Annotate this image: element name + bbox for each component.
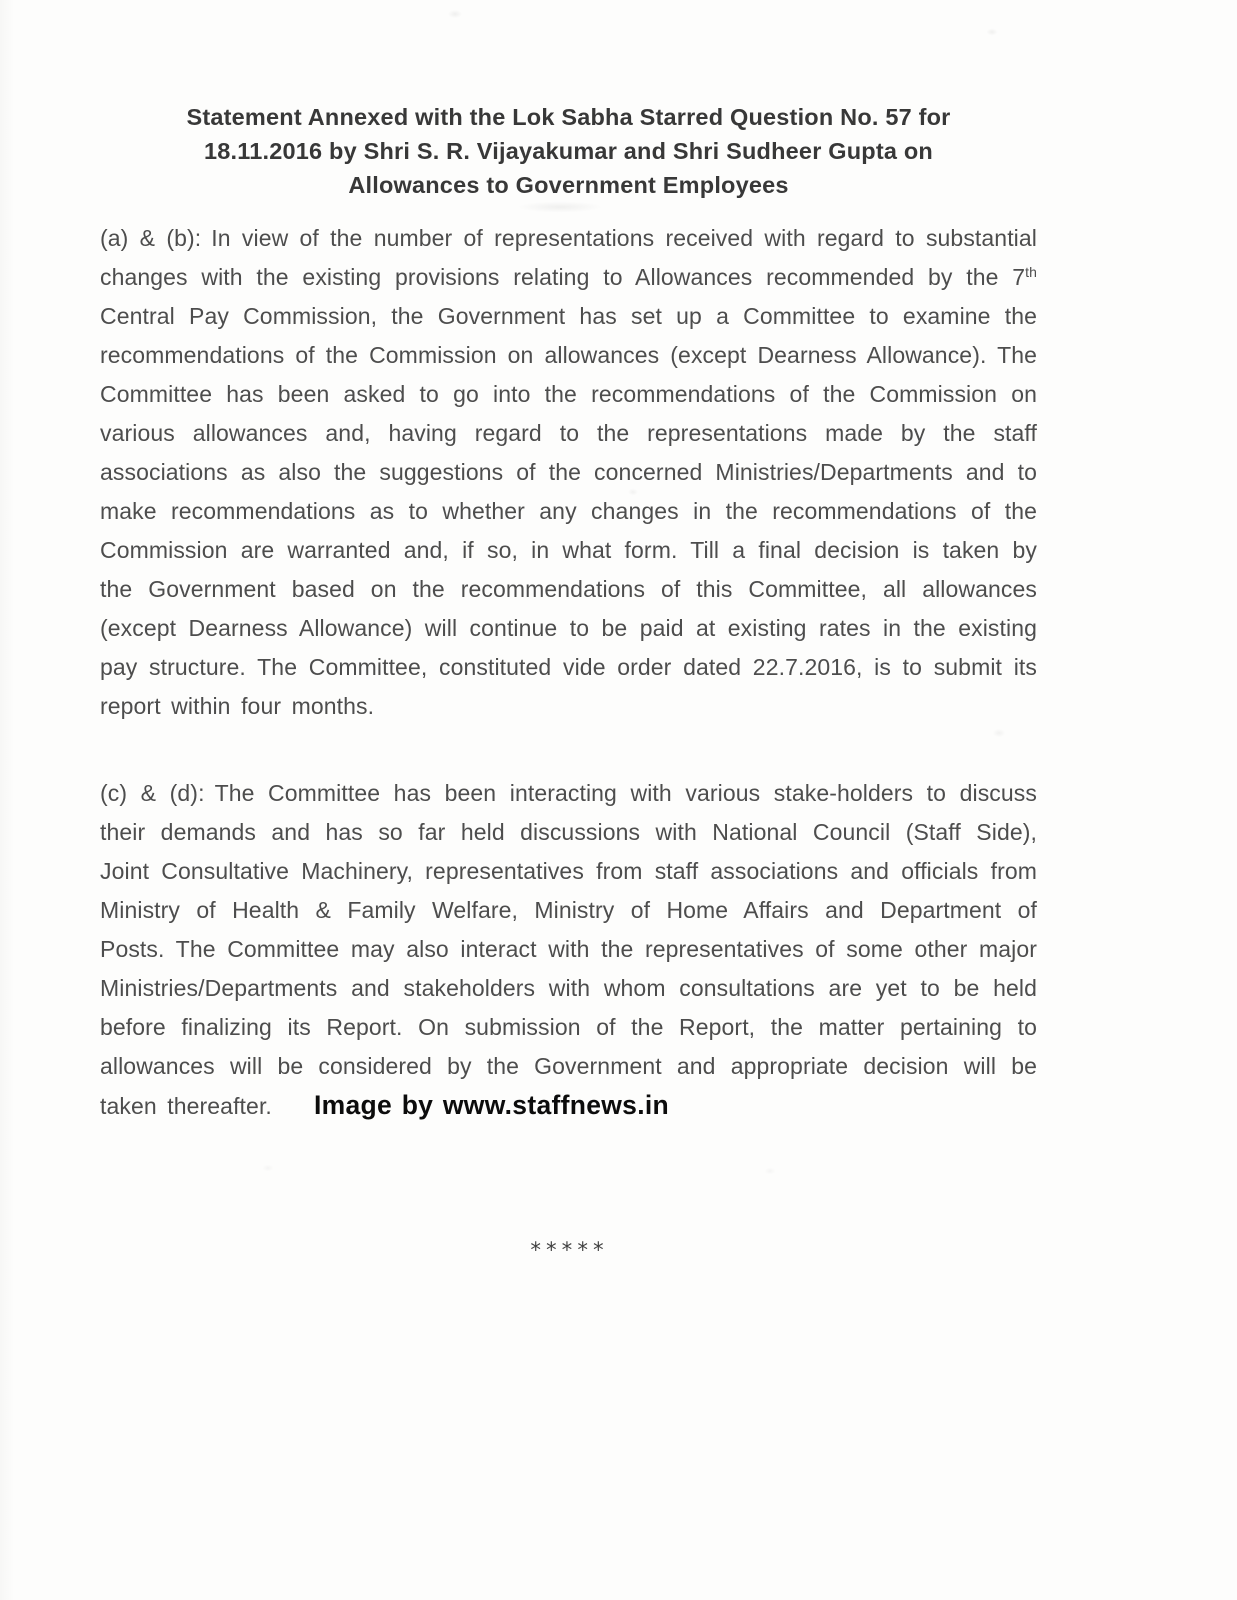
paragraph-a-b — [100, 219, 1037, 726]
document-title — [100, 100, 1037, 202]
document-title-line-1: Statement Annexed with the Lok Sabha Starred Question No. 57 for — [186, 104, 951, 130]
watermark: Image by www.staffnews.in — [313, 1090, 670, 1120]
footer-asterisks: ***** — [529, 1238, 608, 1262]
paragraph-c-d-label: (c) & (d): — [100, 780, 205, 806]
document-title-line-3: Allowances to Government Employees — [348, 172, 789, 198]
paragraph-a-b-text-after-superscript: Central Pay Commission, the Government has set up a Committee to examine the recommendations of the Commission on allowances (except Dearness Allowance). The Committee has been asked to go into the recommendations of the Commission on various allowances and, having regard to the representations made by the staff associations as also the suggestions of the concerned Ministries/Departments and to make recommendations as to whether any changes in the recommendations of the Commission are warranted and, if so, in what form. Till a final decision is taken by the Government based on the recommendations of this Committee, all allowances (except Dearness Allowance) will continue to be paid at existing rates in the existing pay structure. The Committee, constituted vide order dated 22.7.2016, is to submit its report within four months. — [100, 303, 1037, 719]
paragraph-a-b-text-before-superscript: In view of the number of representations received with regard to substantial changes with the existing provisions relating to Allowances recommended by the 7 — [100, 225, 1037, 290]
document-content-column — [100, 0, 1037, 1262]
ordinal-suffix-superscript: th — [1025, 264, 1037, 280]
paragraph-c-d — [100, 774, 1037, 1126]
paragraph-c-d-text: The Committee has been interacting with various stake-holders to discuss their demands and has so far held discussions with National Council (Staff Side), Joint Consultative Machinery, representatives from staff associations and officials from Ministry of Health & Family Welfare, Ministry of Home Affairs and Department of Posts. The Committee may also interact with the representatives of some other major Ministries/Departments and stakeholders with whom consultations are yet to be held before finalizing its Report. On submission of the Report, the matter pertaining to allowances will be considered by the Government and appropriate decision will be taken thereafter. — [100, 780, 1037, 1119]
document-title-line-2: 18.11.2016 by Shri S. R. Vijayakumar and Shri Sudheer Gupta on — [204, 138, 933, 164]
paragraph-a-b-label: (a) & (b): — [100, 225, 202, 251]
